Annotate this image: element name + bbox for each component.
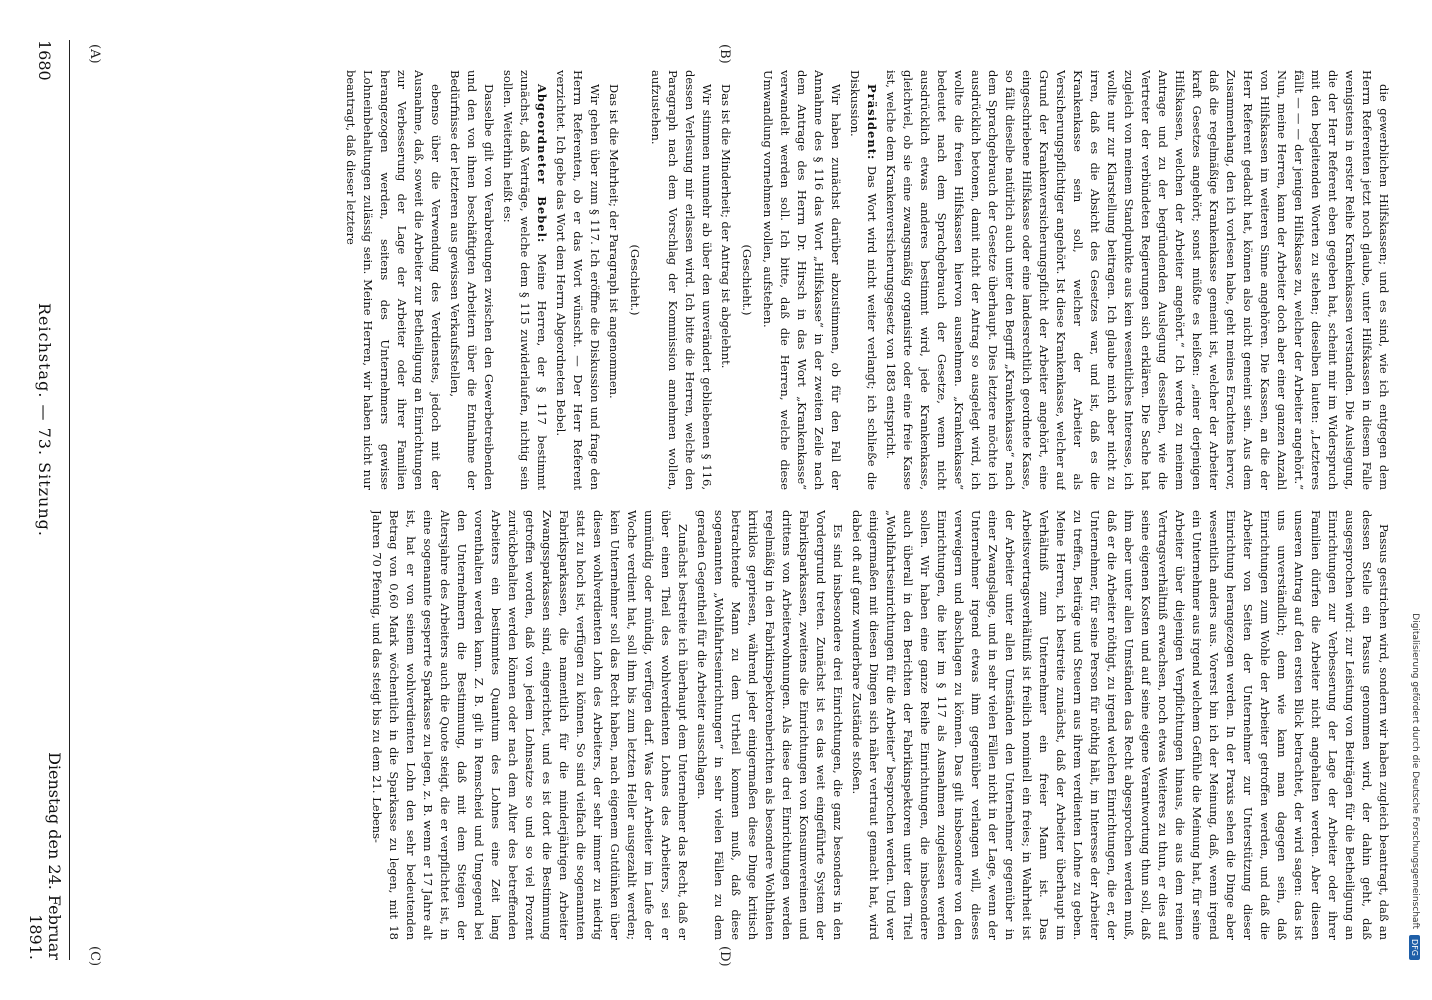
page-number: 1680 — [35, 40, 55, 81]
paragraph: Wir gehen über zum § 117. Ich eröffne die Diskussion und frage den Herrn Referenten, ob er das Wort wünscht. — Der Herr Referent verzichtet. Ich gebe das Wort dem Herrn Abgeordneten Bebel. — [554, 70, 602, 490]
quoted-paragraph: Dasselbe gilt von Verabredungen zwischen den Gewerbetreibenden und den von ihnen beschäftigten Arbeitern über die Entnahme der Bedürfnisse der letzteren aus gewissen Verkaufsstellen, — [448, 70, 496, 490]
speaker-name: Abgeordneter Bebel: — [535, 84, 549, 244]
speech-text: Das Wort wird nicht weiter verlangt; ich schließe die Diskussion. — [848, 70, 879, 490]
margin-marker-c: (C) — [87, 946, 102, 967]
paragraph: Passus gestrichen wird, sondern wir haben zugleich beantragt, daß an dessen Stelle ein Passus genommen wird, der dahin geht, daß ausgesprochen wird: zur Leistung von Beiträgen für die Betheiligung an Einrichtungen zur Verbesserung der Lage der Arbeiter oder ihrer Familien dürfen die Arbeiter nicht angehalten werden. Aber diesen unseren Antrag auf den ersten Blick betrachtet, der wird sagen: das ist uns unverständlich; denn wie kann man dagegen sein, daß Einrichtungen zum Wohle der Arbeiter getroffen werden, und daß die Arbeiter von Seiten der Unternehmer zur Unterstützung dieser Einrichtung herangezogen werden. In der Praxis sehen die Dinge aber wesentlich anders aus. Vorerst bin ich der Meinung, daß, wenn irgend ein Unternehmer aus irgend welchem Gefühle die Meinung hat, für seine Arbeiter über diejenigen Verpflichtungen hinaus, die aus dem reinen Vertragsverhältniß erwachsen, noch etwas Weiteres zu thun, er dies auf seine eigenen Kosten und auf seine eigene Verantwortung thun soll, daß ihm aber unter allen Umständen das Recht abgesprochen werden muß, daß er die Arbeiter nöthigt, zu irgend welchen Einrichtungen, die er, der Unternehmer, für seine Person für nöthig hält, im Interesse der Arbeiter zu treffen, Beiträge und Steuern aus ihrem verdienten Lohne zu geben. Meine Herren, ich bestreite zunächst, daß der Arbeiter überhaupt im Verhältniß zum Unternehmer ein freier Mann ist. Das Arbeitsvertragsverhältniß ist freilich nominell ein freies; in Wahrheit ist der Arbeiter unter allen Umständen den Unternehmer gegenüber in einer Zwangslage, und in sehr vielen Fällen nicht in der Lage, wenn der Unternehmer irgend etwas ihm gegenüber verlangen will, dieses verweigern und abschlagen zu können. Das gilt insbesondere von den Einrichtungen, die hier im § 117 als Ausnahmen zugelassen werden sollen. Wir haben eine ganze Reihe Einrichtungen, die insbesondere auch überall in den Berichten der Fabrikinspektoren unter dem Titel „Wohlfahrtseinrichtungen für die Arbeiter“ besprochen werden. Und wer einigermaßen mit diesen Dingen sich näher vertraut gemacht hat, wird dabei oft auf ganz wunderbare Zustände stoßen. — [850, 510, 1391, 940]
paragraph: ebenso über die Verwendung des Verdienstes, jedoch mit der Ausnahme, daß, soweit die Arbeiter zur Betheiligung an Einrichtungen zur Verbesserung der Lage der Arbeiter oder ihrer Familien herangezogen werden, seitens des Unternehmers gewisse Lohneinbehaltungen zulässig sein. Meine Herren, wir haben nicht nur beantragt, daß dieser letztere — [344, 70, 443, 490]
paragraph — [846, 70, 880, 490]
paragraph: Das ist die Mehrheit; der Paragraph ist angenommen. — [607, 84, 621, 399]
stage-direction: (Geschieht.) — [628, 244, 642, 316]
paragraph: Wir haben zunächst darüber abzustimmen, ob für den Fall der Annahme des § 116 das Wort „Hilfskasse“ in der zweiten Zeile nach dem Antrage des Herrn Dr. Hirsch in das Wort „Krankenkasse“ verwandelt werden soll. Ich bitte, daß die Herren, welche diese Umwandlung vornehmen wollen, aufstehen. — [761, 70, 843, 490]
paragraph: Das ist die Minderheit; der Antrag ist abgelehnt. — [719, 84, 733, 369]
session-date: Dienstag den 24. Februar 1891. — [26, 752, 64, 960]
margin-marker-d: (D) — [717, 946, 732, 967]
paragraph: Zunächst bestreite ich überhaupt dem Unternehmer das Recht, daß er über einen Theil des wohlverdienten Lohnes des Arbeiters, sei er unmündig oder mündig, verfügen darf. Was der Arbeiter im Laufe der Woche verdient hat, soll ihm bis zum letzten Heller ausgezahlt werden; kein Unternehmer soll das Recht haben, nach eigenem Gutdünken über diesen wohlverdienten Lohn des Arbeiters, der sehr immer zu niedrig statt zu hoch ist, verfügen zu können. So sind vielfach die sogenannten Fabriksparkassen, die namentlich für die minderjährigen Arbeiter Zwangssparkassen sind, eingerichtet, und es ist dort die Bestimmung getroffen worden, daß von jedem Lohnsatze so und so viel Prozent zurückbehalten werden können oder nach dem Alter des betreffenden Arbeiters ein bestimmtes Quantum des Lohnes eine Zeit lang vorenthalten werden kann. Z. B. gilt in Remscheid und Umgegend bei den Unternehmern die Bestimmung, daß mit dem Steigen der Altersjahre des Arbeiters auch die Quote steigt, die er verpflichtet ist, in eine sogenannte gesperrte Sparkasse zu legen, z. B. wenn er 17 Jahre alt ist, hat er von seinem wohlverdienten Lohn den sehr bedeutenden Betrag von 0,60 Mark wöchentlich in die Sparkasse zu legen, mit 18 Jahren 70 Pfennig, und das steigt bis zu dem 21. Lebens- — [370, 510, 690, 940]
session-title: Reichstag. — 73. Sitzung. — [35, 303, 55, 537]
paragraph: Es sind insbesondere drei Einrichtungen, die ganz besonders in den Vordergrund treten. Zunächst ist es das weit eingeführte System der Fabriksparkassen, zweitens die Einrichtungen von Konsumvereinen und drittens von Arbeiterwohnungen. Als diese drei Einrichtungen werden regelmäßig in den Fabrikinspektorenberichten als besondere Wohlthaten kritiklos gepriesen, während jeder einigermaßen diese Dinge kritisch betrachtende Mann zu dem Urtheil kommen muß, daß diese sogenannten „Wohlfahrtseinrichtungen“ in sehr vielen Fällen zu dem geraden Gegentheil für die Arbeiter ausschlagen. — [695, 510, 845, 940]
right-column — [80, 510, 1392, 940]
left-column — [80, 70, 1392, 490]
credit-text: Digitalisierung gefördert durch die Deutsche Forschungsgemeinschaft — [1410, 613, 1420, 930]
digitization-credit — [1404, 40, 1426, 960]
stage-direction: (Geschieht.) — [740, 244, 754, 316]
speaker-name: Präsident: — [865, 84, 879, 161]
paragraph — [499, 70, 550, 490]
paragraph: die gewerblichen Hilfskassen; und es sind, wie ich entgegen dem Herrn Referenten jetzt noch glaube, unter Hilfskassen in diesem Falle wenigstens in erster Reihe Krankenkassen verstanden. Die Auslegung, die der Herr Referent eben gegeben hat, scheint mir im Widerspruch mit den begleitenden Worten zu stehen; dieselben lauten: „Letzteres fällt — — — der jenigen Hilfskasse zu, welcher der Arbeiter angehört.“ Nun, meine Herren, kann der Arbeiter doch aber einer ganzen Anzahl von Hilfskassen im weiteren Sinne angehören. Die Kassen, an die der Herr Referent gedacht hat, können also nicht gemeint sein. Aus dem Zusammenhang, den ich vorlesen habe, geht meines Erachtens hervor, daß die regelmäßige Krankenkasse gemeint ist, welcher der Arbeiter kraft Gesetzes angehört; sonst müßte es heißen: „einer derjenigen Hilfskassen, welchen der Arbeiter angehört.“ Ich werde zu meinem Antrage und zu der begründenden Auslegung desselben, wie die Vertreter der verbündeten Regierungen sich erklären. Die Sache hat zugleich von meinem Standpunkte aus kein wesentliches Interesse, ich wollte nur zur Klarstellung beitragen. Ich glaube mich aber nicht zu irren, daß es die Absicht des Gesetzes war, und ist, daß es die Krankenkasse sein soll, welcher der Arbeiter als Versicherungspflichtiger angehört. Ist diese Krankenkasse, welcher auf Grund der Krankenversicherungspflicht der Arbeiter angehört, eine eingeschriebene Hilfskasse oder eine landesrechtlich geordnete Kasse, so fällt dieselbe natürlich auch unter den Begriff „Krankenkasse“ nach dem Sprachgebrauch der Gesetze überhaupt. Dies letztere möchte ich ausdrücklich betonen, damit nicht der Antrag so ausgelegt wird, ich wollte die freien Hilfskassen hiervon ausnehmen. „Krankenkasse“ bedeutet nach dem Sprachgebrauch der Gesetze, wenn nicht ausdrücklich etwas anderes bestimmt wird, jede Krankenkasse, gleichviel, ob sie eine zwangsmäßig organisirte oder eine freie Kasse ist, welche dem Krankenversicherungsgesetz von 1883 entspricht. — [884, 70, 1391, 490]
margin-marker-a: (A) — [87, 44, 102, 64]
dfg-logo: DFG — [1410, 935, 1421, 960]
paragraph: Wir stimmen nunmehr ab über den unverändert gebliebenen § 116, dessen Verlesung mir erlassen wird. Ich bitte die Herren, welche den Paragraph nach dem Vorschlag der Kommission annehmen wollen, aufzustehen. — [649, 70, 714, 490]
speech-text: Meine Herren, der § 117 bestimmt zunächst, daß Verträge, welche dem § 115 zuwiderlaufen, nichtig sein sollen. Weiterhin heißt es: — [501, 70, 549, 490]
page-header — [26, 40, 64, 960]
header-rule — [69, 40, 70, 960]
margin-marker-b: (B) — [717, 44, 732, 64]
